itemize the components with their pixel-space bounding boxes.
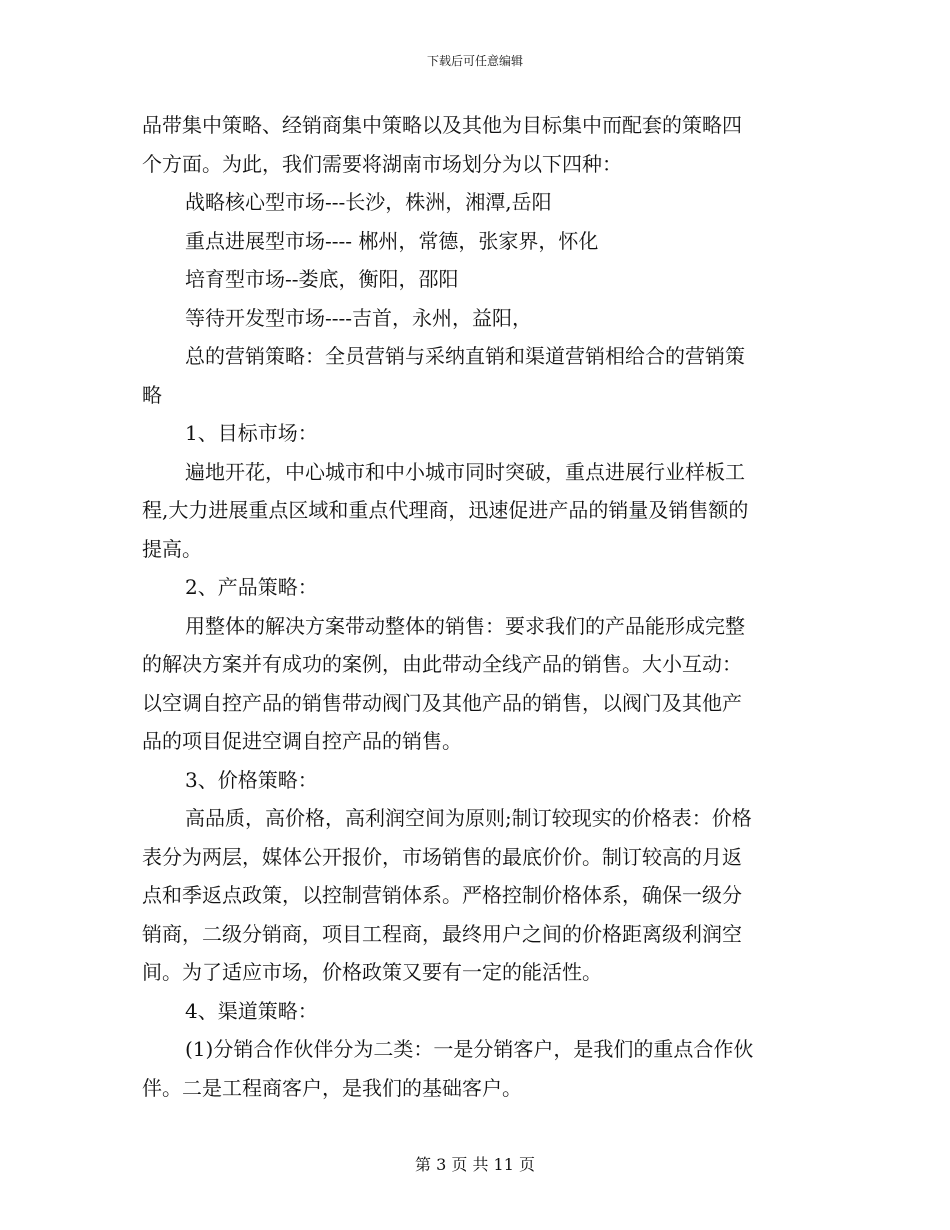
page-number: 第 3 页 共 11 页: [415, 1155, 535, 1174]
text-line: 总的营销策略：全员营销与采纳直销和渠道营销相给合的营销策: [185, 344, 745, 368]
text-line: 品带集中策略、经销商集中策略以及其他为目标集中而配套的策略四: [142, 113, 742, 137]
text-line: 高品质，高价格，高利润空间为原则;制订较现实的价格表：价格: [185, 806, 752, 830]
text-line: 伴。二是工程商客户，是我们的基础客户。: [142, 1075, 522, 1100]
text-line: 的解决方案并有成功的案例，由此带动全线产品的销售。大小互动：: [142, 652, 742, 676]
text-line: 战略核心型市场---长沙，株洲，湘潭,岳阳: [185, 190, 552, 214]
text-line: 以空调自控产品的销售带动阀门及其他产品的销售，以阀门及其他产: [142, 690, 742, 715]
text-line: 销商，二级分销商，项目工程商，最终用户之间的价格距离级利润空: [142, 921, 742, 946]
section-heading: 2、产品策略：: [185, 575, 318, 599]
text-line: 等待开发型市场----吉首，永州，益阳，: [185, 305, 533, 330]
page-header: 下载后可任意编辑: [426, 54, 523, 68]
text-line: 略: [142, 382, 162, 407]
text-line: 间。为了适应市场，价格政策又要有一定的能活性。: [142, 960, 602, 984]
section-heading: 4、渠道策略：: [185, 998, 318, 1023]
text-line: 用整体的解决方案带动整体的销售：要求我们的产品能形成完整: [185, 613, 745, 638]
text-line: 个方面。为此，我们需要将湖南市场划分为以下四种：: [142, 151, 622, 176]
section-heading: 1、目标市场：: [185, 421, 318, 445]
text-line: 遍地开花，中心城市和中小城市同时突破，重点进展行业样板工: [185, 459, 745, 484]
text-line: 程,大力进展重点区域和重点代理商，迅速促进产品的销量及销售额的: [142, 498, 749, 522]
text-line: 重点进展型市场---- 郴州，常德，张家界，怀化: [185, 228, 599, 253]
text-line: 点和季返点政策，以控制营销体系。严格控制价格体系，确保一级分: [142, 883, 742, 907]
document-body: [142, 106, 808, 1107]
text-line: (1)分销合作伙伴分为二类：一是分销客户，是我们的重点合作伙: [185, 1037, 754, 1061]
section-heading: 3、价格策略：: [185, 767, 318, 792]
text-line: 表分为两层，媒体公开报价，市场销售的最底价价。制订较高的月返: [142, 844, 742, 869]
text-line: 品的项目促进空调自控产品的销售。: [142, 729, 462, 753]
text-line: 培育型市场--娄底，衡阳，邵阳: [185, 267, 459, 291]
text-line: 提高。: [142, 536, 202, 561]
